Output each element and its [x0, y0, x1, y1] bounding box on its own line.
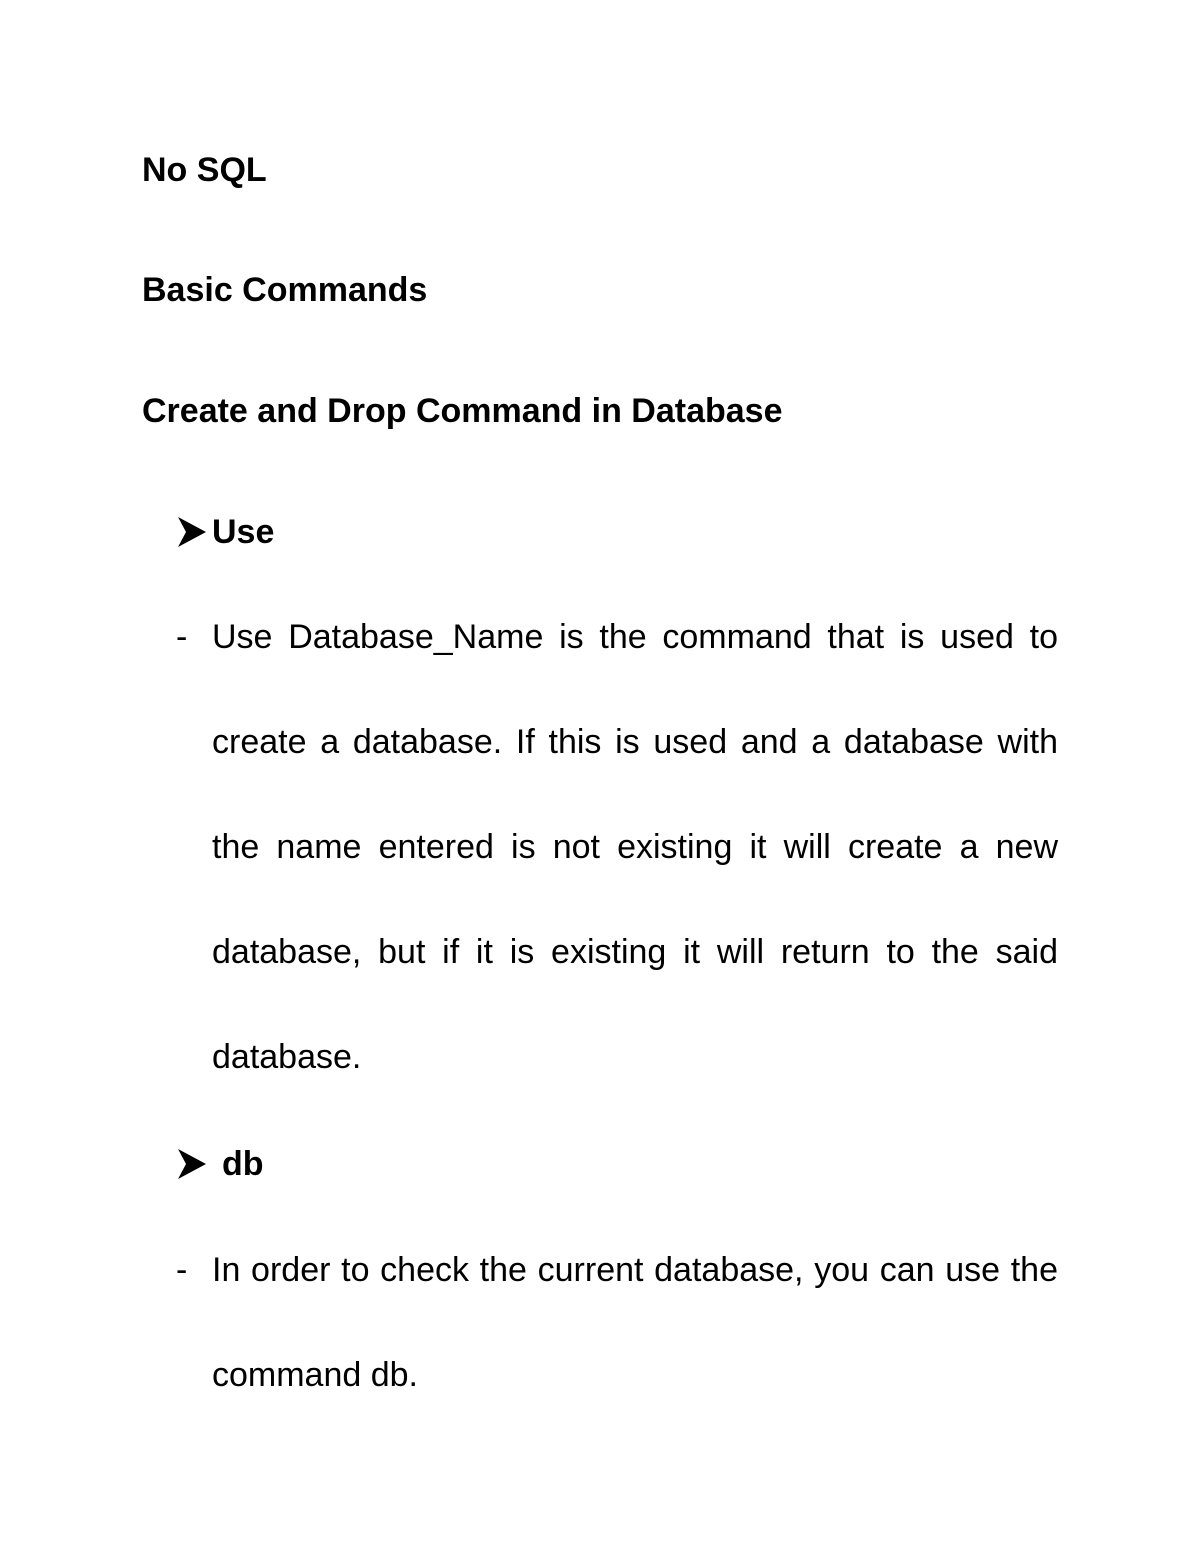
bullet-title: Use — [212, 513, 275, 551]
doc-title: No SQL — [142, 151, 267, 189]
arrow-bullet-icon — [176, 515, 208, 549]
dash-marker: - — [176, 618, 188, 656]
section-heading-create-drop: Create and Drop Command in Database — [142, 392, 783, 430]
paragraph-db: In order to check the current database, you can use the command db. — [212, 1251, 1058, 1394]
bullet-item-use — [176, 512, 274, 552]
section-heading-basic-commands: Basic Commands — [142, 271, 428, 309]
arrow-bullet-icon — [176, 1147, 208, 1181]
bullet-item-db — [176, 1144, 264, 1184]
paragraph-use: Use Database_Name is the command that is used to create a database. If this is used and a database with the name entered is not existing it will create a new database, but if it is existing it will return to the said database. — [212, 618, 1058, 1076]
bullet-title: db — [222, 1145, 264, 1183]
dash-marker: - — [176, 1251, 188, 1289]
